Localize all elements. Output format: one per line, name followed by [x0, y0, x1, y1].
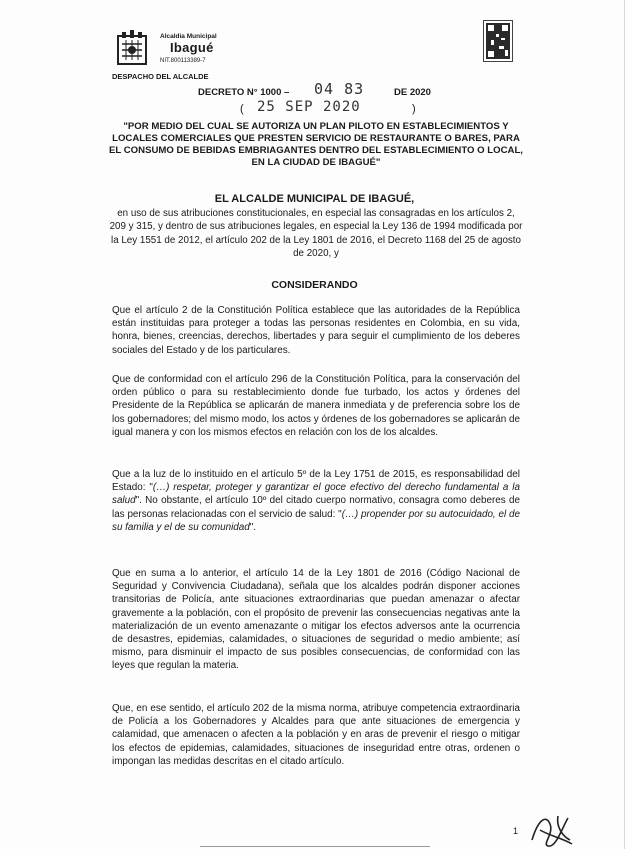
decree-date: 25 SEP 2020	[257, 99, 361, 115]
decree-label: DECRETO N° 1000 –	[198, 87, 290, 98]
page-edge	[624, 0, 625, 849]
signature-mark	[528, 810, 576, 849]
mayor-heading: EL ALCALDE MUNICIPAL DE IBAGUÉ,	[214, 193, 415, 205]
city-name: Ibagué	[170, 40, 214, 55]
paragraph-3-text-e: ".	[249, 521, 257, 533]
coat-of-arms-icon	[112, 30, 152, 68]
decree-number: 04 83	[314, 80, 365, 98]
office-name: Alcaldía Municipal	[160, 33, 217, 40]
despacho-label: DESPACHO DEL ALCALDE	[112, 72, 209, 81]
paragraph-5: Que, en ese sentido, el artículo 202 de la misma norma, atribuye competencia extraordinaria de Policía a los Gobernadores y Alcaldes para que ante situaciones de emergencia y calamidad, que amenacen o afecten a la población y en aras de prevenir el riesgo o mitigar los efectos de epidemias, calamidades, situaciones de inseguridad entre otras, ordenen o impongan las medidas descritas en el citado artículo.	[112, 703, 520, 767]
paragraph-3-text-a: Que a la luz de lo instituido en el artículo 5º de la Ley 1751 de 2015, es responsabilidad del Estado: "	[112, 469, 520, 494]
page-number: 1	[513, 826, 519, 836]
decree-title: "POR MEDIO DEL CUAL SE AUTORIZA UN PLAN PILOTO EN ESTABLECIMIENTOS Y LOCALES COMERCIALES QUE PRESTEN SERVICIO DE RESTAURANTE O BARES, PARA EL CONSUMO DE BEBIDAS EMBRIAGANTES DENTRO DEL ESTABLECIMIENTO O LOCAL, EN LA CIUDAD DE IBAGUÉ"	[109, 121, 523, 168]
paragraph-1: Que el artículo 2 de la Constitución Política establece que las autoridades de la República están instituidas para proteger a todas las personas residentes en Colombia, en su vida, honra, bienes, creencias, derechos, libertades y para seguir el cumplimiento de los deberes sociales del Estado y de los particulares.	[112, 305, 520, 356]
date-paren-right: )	[412, 103, 416, 115]
paragraph-2: Que de conformidad con el artículo 296 de la Constitución Política, para la conservación del orden público o para su restablecimiento donde fue turbado, los actos y órdenes del Presidente de la República se aplicarán de manera inmediata y de preferencia sobre los de los gobernadores; del mismo modo, los actos y órdenes de los gobernadores se aplicarán de igual manera y con los mismos efectos en relación con los de los alcaldes.	[112, 374, 520, 438]
paragraph-3-text-c: ". No obstante, el artículo 10º del citado cuerpo normativo, consagra como deberes de las personas relacionadas con el servicio de salud: "	[112, 495, 520, 520]
paragraph-3	[112, 468, 520, 534]
paragraph-3-quote-2: (…) propender por su autocuidado, el de su familia y el de su comunidad	[112, 508, 520, 533]
powers-text: en uso de sus atribuciones constitucionales, en especial las consagradas en los artículos 2, 209 y 315, y dentro de sus atribuciones legales, en especial la Ley 136 de 1994 modificada por la Ley 1551 de 2012, el artículo 202 de la Ley 1801 de 2016, el Decreto 1168 del 25 de agosto de 2020, y	[109, 208, 523, 260]
nit-number: NIT.800113389-7	[160, 58, 206, 64]
considerando-heading: CONSIDERANDO	[271, 279, 358, 291]
footer-line	[200, 846, 430, 847]
qr-code-icon	[483, 20, 513, 62]
date-paren-left: (	[240, 103, 244, 115]
paragraph-4: Que en suma a lo anterior, el artículo 14 de la Ley 1801 de 2016 (Código Nacional de Seguridad y Convivencia Ciudadana), señala que los alcaldes podrán disponer acciones transitorias de Policía, ante situaciones extraordinarias que puedan amenazar o afectar gravemente a la población, con el propósito de prevenir las consecuencias negativas ante la materialización de un evento amenazante o mitigar los efectos adversos ante la ocurrencia de desastres, epidemias, calamidades, o situaciones de seguridad o medio ambiente; así mismo, para disminuir el impacto de sus posibles consecuencias, de conformidad con las leyes que regulan la materia.	[112, 568, 520, 672]
paragraph-3-quote-1: (…) respetar, proteger y garantizar el goce efectivo del derecho fundamental a la salud	[112, 482, 520, 507]
decree-year: DE 2020	[394, 87, 431, 98]
